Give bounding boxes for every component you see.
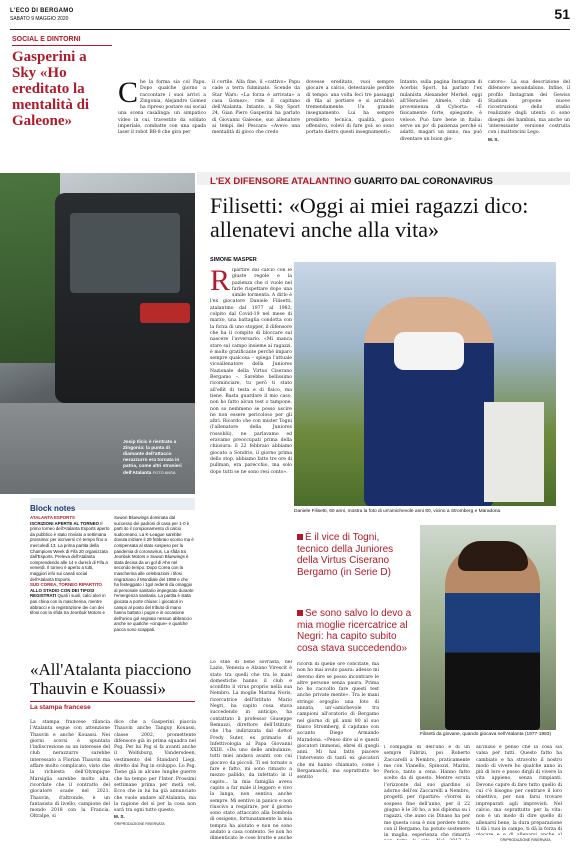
main-byline: SIMONE MASPER (210, 257, 257, 263)
car-photo-caption: Josip Ilicic è rientrato a Zingonia: la punta di diamante dell'attacco nerazzurro era tornata in patria, come altri stranieri dell'Atalanta FOTO ANSA (123, 440, 182, 476)
main-col-2: Lo stile di bene sovrasta, nel Lazio, Venezia e Alzano Virescit è stato tra quelli che tra le mani domestiche hanno il club e sconfitto il virus proprio nella sua Nembro. La moglie Marina Noris, ricercatrice dell'Istituto Mario Negri, ha capito cosa stava succedendo in anticipo, ha contattato il professor Giuseppe Remuzzi, direttore dell'Istituto, che l'ha indirizzata dal dottor Fredy Suter, ex primario di Infettivologia al Papa Giovanni XXIII. «Da uno delle ambulanze, tutti miei andava avanti con cui giocavo da piccoli. Ti sei tornato a fare e fatto, mi sono rimasto a mezzo pallido, da infettato in il capito... la mia famiglia aveva capito a far male il leggero e vivo la lunga, non sentiva anche sempre. Mi sentivo in panico e non riuscivo a respirare, per il giorno sono stato attaccato alla bombola di ossigeno, fortunatamente la mia tempra ha aiutato e non ne sono andato a casa contento. Se non ho dimenticato le cose brutte e anche (210, 660, 292, 840)
gasperini-col-4: Intanto, sulla pagina Instagram di Acerbis Sport, ha parlato l'ex milanista Alexander Merkel, oggi all'Heracles Almelo, club di provenienza di Cyborta: «È fisicamente forte, spiegante, è veloce. Può fare bene in Italia: serve un po' di pazienza perché si adatti, magari un anno, ma può diventare un buon gio- (400, 80, 482, 142)
block-notes-col-1: ATALANTA ESPORTS ISCRIZIONI APERTE AL TORNEO Il primo torneo dell'Atalanta Esports aperto da pubblico è stato rinviato a settimana prossima: per iscriversi c'è tempo fino a mercoledì 13. La prima partita della Champions Week di Fifa 20 organizzata dall'Esports. Preleva dell'Atalanta comprendendo alle 14 e durerà di Fifa a venerdì. Il torneo è aperto a tutti, maggiori info sui canali social dell'Atalanta Esports. SUD COREA, TORNEO RIPARTITO ALLO STADIO CON DEI TIFOSI REGISTRATI Quali i suoli, calci alori in pan china con la mascherina, mentre abbracci e la registrazione dei con dei tifosi con la sfida tra Jeonbuk Motors e (30, 515, 110, 616)
kicker: L'EX DIFENSORE ATALANTINO GUARITO DAL CORONAVIRUS (210, 176, 493, 187)
publication-name: L'ECO DI BERGAMO (10, 8, 74, 14)
main-credit: ©RIPRODUZIONE RISERVATA (500, 838, 551, 842)
main-headline: Filisetti: «Oggi ai miei ragazzi dico: allenatevi anche alla vita» (210, 193, 529, 242)
drop-cap: C (118, 76, 139, 109)
block-notes-col-2: Suwon Bluewings dominata dal successo dei padroni di casa per 1-0 è parti ito il compionamento di calcio sudcoreano. La K-League sarebbe dovuta iniziare il 29 febbraio scorso ma è compensata al stato sospeso per la pandemia di coronavirus. La sfida tra Jeonbuk Motors e Suwon Bluewings è stata decisa da un gol di Ahn nel secondo tempo. Dopo Corea con la mascherina alle celebrazioni i tifosi ringraziano il Mondiale del 1998 e che ha festeggiato i 1gol redenti da omaggio al personale sanitario impegnato durante l'emergenza sanitaria. La partita è stata giocata a porte chiuse: i giocatori in campo al posto del tributo di mano hanno battuto i pugni e in occasione dell'unico gol segnato nessun abbraccio anche se qualche «cinque» e qualche pacca sono scappati. (114, 515, 194, 632)
signature: M. S. (488, 136, 499, 142)
main-col-5: all'inizio e penso che la cosa sia valsa per tutti. Questo fatto ha cambiato e ha stravolto il nostro modo di vivere ho qualche anno in più di loro e posso dirgli di vivere la vita appieno, senza rimpianti. Devono capire di fare tutto quello di cui c'è bisogno per centrare il loro obiettivo, per non farsi trovare impreparati agli imprevisti. Nel calcio, ma soprattutto per la vita: non è un modo di dire quello di allenarsi bene, la dura preparazione ti dà i tuoi in campo, ti dà la forza di (476, 745, 562, 832)
main-col-3: ricordi di quelle ore concitate, ma non ho mai avuto paura: adesso mi devono dire se posso incontrare le altre persone senza paura. Prima ho ho raccolto fare questi test anche private mente». Tra le mani stringo orgoglio una foto di annata, un'«amichevole tra campioni all'oratorio di Bergamo nel giorno di gli anni 80 al suo fianco Stromberg, il capitano con accanto Diego Armando Maradona. «Penso dire al e questi giocatori immensi, ebrei di quegli anni. Mi hai fatto piacere l'intervento di tanti ex giocatori che mi hanno chiamato, come i Bergamaschi, ma soprattutto ho sentito (297, 662, 379, 781)
thauvin-headline-box (30, 660, 195, 711)
filisetti-main-photo (294, 262, 556, 506)
gasperini-headline: Gasperini a Sky «Ho ereditato la mentalità di Galeone» (12, 49, 90, 129)
page-number: 51 (554, 6, 570, 22)
gasperini-col-3: dovesse ereditato, vuoi sempre giocare a calcio, detestavale perdite di tempo: una volta feci tre passaggi di fila al portiere e si arrabbiò tremendamente. Un grande insegnamento. Lui ha sempre prediletto tecnica, qualità, gioco offensivo, volevi di fare gol: so sono portato dietro questi insegnamenti». (306, 80, 394, 136)
gasperini-col-1: C he la forma sia col Papu. Dopo qualche giorno a raccontare i suoi arrivi a Zingonia, Alejandro Gomez ha ripreso postare sui social una scena casalinga: un simpatico video in cui, travestito da soldato imperiale, combatte con una spada laser il robot BB-8 che gira per (118, 76, 206, 136)
thauvin-headline: «All'Atalanta piacciono Thauvin e Kouassi» (30, 660, 192, 698)
thauvin-col-1: La stampa francese rilancia l'Atalanta segue con attenzione Thauvin e anche Kouassi. Nei giorni scorsi è spuntata l'indiscrezione su un interesse del club nerazzurro sarebbe interessato a Florian Thauvin ma affare molto complicato, visto che la richiesta dell'Olympique Marsiglia sarebbe molto alta, ricordate che il contratto del giocatore scade nel 2021. Thauvin, d'altronde, è un fantasista di livello, campione del mondo 2018 con la Francia. Oltralpe, si (30, 720, 110, 820)
gasperini-col-5: catore». La sua descrizione del difensore neoandaluno. Infine, il profilo Instagram del Gewiss Stadium propone nuove ricostruzioni dello stadio realizzate dagli utenti: ci sono disegni dei bambini, ma anche un 'interessante' versione costruita con i mattoncini Lego. M. S. (488, 80, 570, 142)
main-photo-caption: Daniele Filisetti, 60 anni, mostra la foto di un'amichevole anni 80, vicino a Stromberg e Maradona (294, 509, 501, 514)
main-col-4: i compagni di dell'uno e di un sempre Fabrizi, poi Roberto Zaccarelli a Nembro, praticamente me con Vianello, Spinozzi, Marini, Perico, tanto a cena. Hanno fatto scelte da di questo. Mentre scruta l'orizzonte dal suo giardino si adorno dell'ex Zaccarelli a Nembro, progetti per ripartire: «Vorrei in sospeso fine dell'anno, per il 22 giugno è le 30 ho, a noi diploma su i ragazzi, che auno cis Dinaso ha per me questa cosa è non perdere tutte, con il Bergamo, ha potuto sostenere in maglia, esperienza che rimarrà (384, 745, 470, 839)
main-headline-box (210, 194, 565, 242)
pull-quote-1: È il vice di Togni, tecnico della Juniores della Virtus Ciserano Bergamo (in Serie D) (297, 532, 394, 578)
section-label: SOCIAL E DINTORNI (12, 36, 81, 43)
block-notes-header (30, 498, 195, 513)
gasperini-story-header (12, 36, 112, 129)
page-header (10, 8, 570, 30)
filisetti-young-photo (420, 525, 556, 730)
thauvin-byline: La stampa francese (30, 704, 91, 711)
main-drop-cap: R (210, 268, 231, 297)
publication-date: SABATO 9 MAGGIO 2020 (10, 16, 69, 22)
main-col-1: R ipartire dal calcio con le giuste regole e la pazienza che ci vuole nel farle rispettare dopo una simile tormenta. A dirlo è l'ex giocatore Daniele Filisetti, atalantino dal 1977 al 1983, colpito dal Covid-19 nel mese di marzo, una battaglia condotta con la forza di uno stopper, il difensore che ha il compito di bloccare sul nascere l'avversario. «Mi manca stare sul campo insieme ai ragazzi, è molto gratificante perché imparo sempre qualcosa – spiega l'attuale vicoallenatore della Juniores Nazionale della Virtus Ciserano Bergamo –. Sarebbe bellissimo ricominciare, tu però ti stato all'ellit di testa e di fisico, ma tiene. Basta guardare il mio caso, non ho fatto alcun test o tampone, non so nemmeno se posso uscire ne non essere pericoloso per gli altri. Ricordo che con mister Togni (l'allenatore della Juniores rossoblù), ne parlavamo ed eravamo preoccupati prima della chiusura: il 22 febbraio abbiamo giocato a Sondrio, il giorno prima dello stop, abbiamo fatto tre ore di pullman, era parecchio, ma solo dopo tutti se ne sono resi conto». (210, 268, 292, 475)
thauvin-col-2: dice che a Gasperini piaccia Thauvin anche Tanguy Kouassi, classe 2002, promettente difensore già in prima squadra nel Psg. Per lui Psg si fa avanti anche il Wolfsburg, Vandersdeen, vestimento del Standard Liegi, diretto dal Psg in sviluppo. Lo Psg. Tiene già in alcune lunghe guerre che ha tempo per l'Inter. Prossimi settimane prima per metà vel. Ecco che in lui ha già annunciato che vuole andare all'Atalanta, ma la ragione del sì per la cosa non sarà tra ogni tutto questo. M. S. ©RIPRODUZIONE RISERVATA (114, 720, 196, 826)
gasperini-col-2: il cortile. Alla fine, il «cattivo» Papu cade a terra fulminato. Scende da Star Wars: «La forza è arrivata» a casa Gomez», ride il capitano dell'Atalanta. Intanto, a Sky Sport 24, Gian Piero Gasperini ha parlato di Giovanni Galeone, suo allenatore ai tempi del Pescara: «Avevo una mentalità di gioco che credo (212, 80, 300, 136)
young-photo-caption: Filisetti da giovane, quando giocava nell'Atalanta (1977-1983) (420, 732, 552, 737)
pull-quote-2: Se sono salvo lo devo a mia moglie ricercatrice al Negri: ha capito subito cosa stava succedendo» (297, 608, 412, 654)
block-notes-title: Block notes (30, 504, 76, 513)
